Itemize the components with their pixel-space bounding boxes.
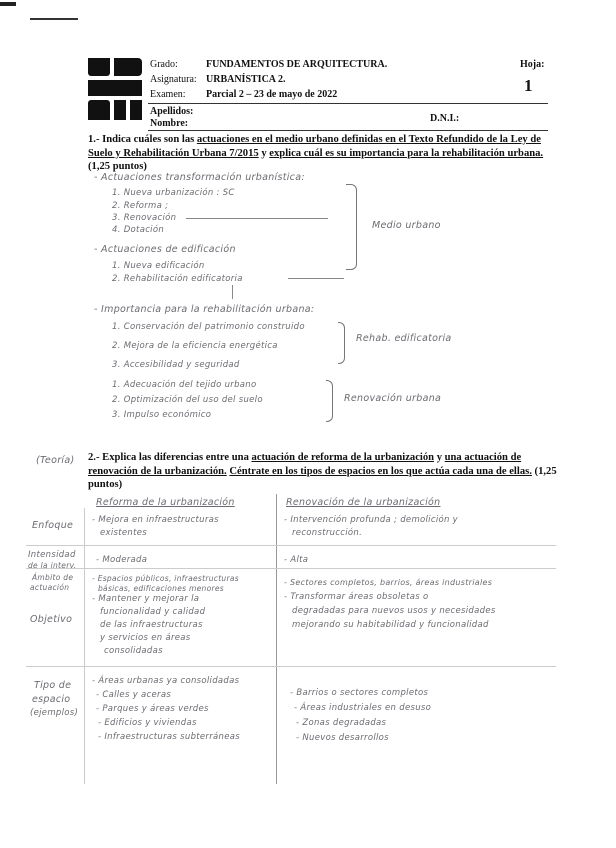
q2-objetivo-c1b: funcionalidad y calidad [100,607,206,617]
q2-row-sep-1 [26,545,556,546]
examen-value: Parcial 2 – 23 de mayo de 2022 [206,89,338,100]
q2-row-label-objetivo: Objetivo [30,614,73,625]
q2-row-label-ambito-1: Ámbito de [32,573,74,582]
q2-text-a: 2.- Explica las diferencias entre una [88,452,252,463]
q1-line-5: 4. Dotación [112,225,165,235]
q2-enfoque-c1a: - Mejora en infraestructuras [92,515,219,525]
q1-arrow-line-2 [288,278,344,279]
q2-row-sep-3 [26,666,556,667]
q2-col1-title: Reforma de la urbanización [96,497,235,508]
q2-intensidad-c1: - Moderada [96,555,148,565]
q2-text-d: una actuación de renovación de la urbanización. [88,452,522,477]
hoja-label: Hoja: [520,59,545,70]
q2-tipo-c2a: - Barrios o sectores completos [290,688,429,698]
q2-enfoque-c1b: existentes [100,528,147,538]
q2-objetivo-c2c: mejorando su habitabilidad y funcionalidad [292,620,489,630]
asignatura-value: URBANÍSTICA 2. [206,74,286,85]
q2-tipo-c2d: - Nuevos desarrollos [296,733,389,743]
q2-label-divider [84,508,85,784]
dni-label: D.N.I.: [430,113,460,124]
q2-points: (1,25 puntos) [88,465,557,490]
q1-brace-3-label: Renovación urbana [344,393,442,404]
scan-mark [0,2,16,6]
apellidos-label: Apellidos: [150,106,194,117]
q1-line-14: 2. Optimización del uso del suelo [112,395,263,405]
q1-line-1: - Actuaciones transformación urbanística: [94,172,305,183]
q1-line-9: - Importancia para la rehabilitación urbana: [94,304,315,315]
q1-line-7: 1. Nueva edificación [112,261,205,271]
q2-ambito-c1a: - Espacios públicos, infraestructuras [92,574,239,583]
q1-brace-2 [338,322,345,364]
q1-brace-2-label: Rehab. edificatoria [356,333,452,344]
q2-objetivo-c1d: y servicios en áreas [100,633,191,643]
header-rule-1 [148,103,548,104]
q1-line-12: 3. Accesibilidad y seguridad [112,360,240,370]
university-logo [88,58,144,120]
q2-objetivo-c2a: - Transformar áreas obsoletas o [284,592,429,602]
q1-line-4: 3. Renovación [112,213,177,223]
q2-table-divider [276,494,277,784]
q2-enfoque-c2a: - Intervención profunda ; demolición y [284,515,459,525]
q2-ambito-c1b: básicas, edificaciones menores [98,584,224,593]
q1-arrow-line [186,218,328,219]
question-2 [88,451,562,492]
q2-tipo-c1a: - Áreas urbanas ya consolidadas [92,676,240,686]
q1-arrow-down [232,285,233,299]
q1-line-15: 3. Impulso económico [112,410,212,420]
header-rule-2 [148,130,548,131]
q2-row-label-ambito-2: actuación [30,583,70,592]
q1-line-3: 2. Reforma ; [112,201,169,211]
q1-line-10: 1. Conservación del patrimonio construido [112,322,305,332]
q2-col2-title: Renovación de la urbanización [286,497,441,508]
asignatura-label: Asignatura: [150,74,197,85]
q2-objetivo-c1e: consolidadas [104,646,163,656]
q2-tipo-c2b: - Áreas industriales en desuso [294,703,432,713]
q2-tipo-c2c: - Zonas degradadas [296,718,387,728]
q2-margin-note: (Teoría) [36,455,75,466]
q2-row-label-tipo-2: espacio [32,694,71,705]
q1-line-13: 1. Adecuación del tejido urbano [112,380,257,390]
q1-line-6: - Actuaciones de edificación [94,244,236,255]
q1-text-b: actuaciones en el medio urbano definidas en el Texto Refundido de la Ley de Suelo y Rehabilitación Urbana 7/2015 [88,134,541,159]
grado-value: FUNDAMENTOS DE ARQUITECTURA. [206,59,388,70]
q2-objetivo-c1c: de las infraestructuras [100,620,203,630]
q1-line-8: 2. Rehabilitación edificatoria [112,274,243,284]
question-1 [88,133,560,174]
q2-ambito-c2: - Sectores completos, barrios, áreas industriales [284,578,493,587]
q2-row-label-tipo-3: (ejemplos) [30,708,79,718]
q2-row-label-intensidad-1: Intensidad [28,550,76,560]
q1-text-c: y [258,147,270,159]
q1-line-11: 2. Mejora de la eficiencia energética [112,341,278,351]
q1-brace-1-label: Medio urbano [372,220,441,231]
q2-row-label-intensidad-2: de la interv. [28,561,77,570]
q1-brace-3 [326,380,333,422]
q1-text-a: 1.- Indica cuáles son las [88,134,197,145]
q2-objetivo-c2b: degradadas para nuevos usos y necesidades [292,606,496,616]
q2-row-sep-2 [26,568,556,569]
q2-row-label-tipo-1: Tipo de [34,680,72,691]
examen-label: Examen: [150,89,186,100]
q2-text-b: actuación de reforma de la urbanización [251,452,435,463]
q2-objetivo-c1a: - Mantener y mejorar la [92,594,200,604]
q1-points: (1,25 puntos) [88,161,147,172]
q2-intensidad-c2: - Alta [284,555,309,565]
q2-row-label-enfoque: Enfoque [32,520,74,531]
q2-enfoque-c2b: reconstrucción. [292,528,363,538]
q2-text-f: Céntrate en los tipos de espacios en los que actúa cada una de ellas. [229,465,532,477]
q2-tipo-c1e: - Infraestructuras subterráneas [98,732,240,742]
q2-tipo-c1c: - Parques y áreas verdes [96,704,209,714]
q2-tipo-c1d: - Edificios y viviendas [98,718,197,728]
q1-line-2: 1. Nueva urbanización : SC [112,188,235,198]
nombre-label: Nombre: [150,118,189,129]
grado-label: Grado: [150,59,178,70]
q2-text-c: y [434,452,445,463]
q1-brace-1 [346,184,357,270]
q2-tipo-c1b: - Calles y aceras [96,690,172,700]
hoja-value: 1 [524,76,533,95]
scan-line [30,18,78,20]
q1-text-d: explica cuál es su importancia para la rehabilitación urbana. [269,147,544,159]
